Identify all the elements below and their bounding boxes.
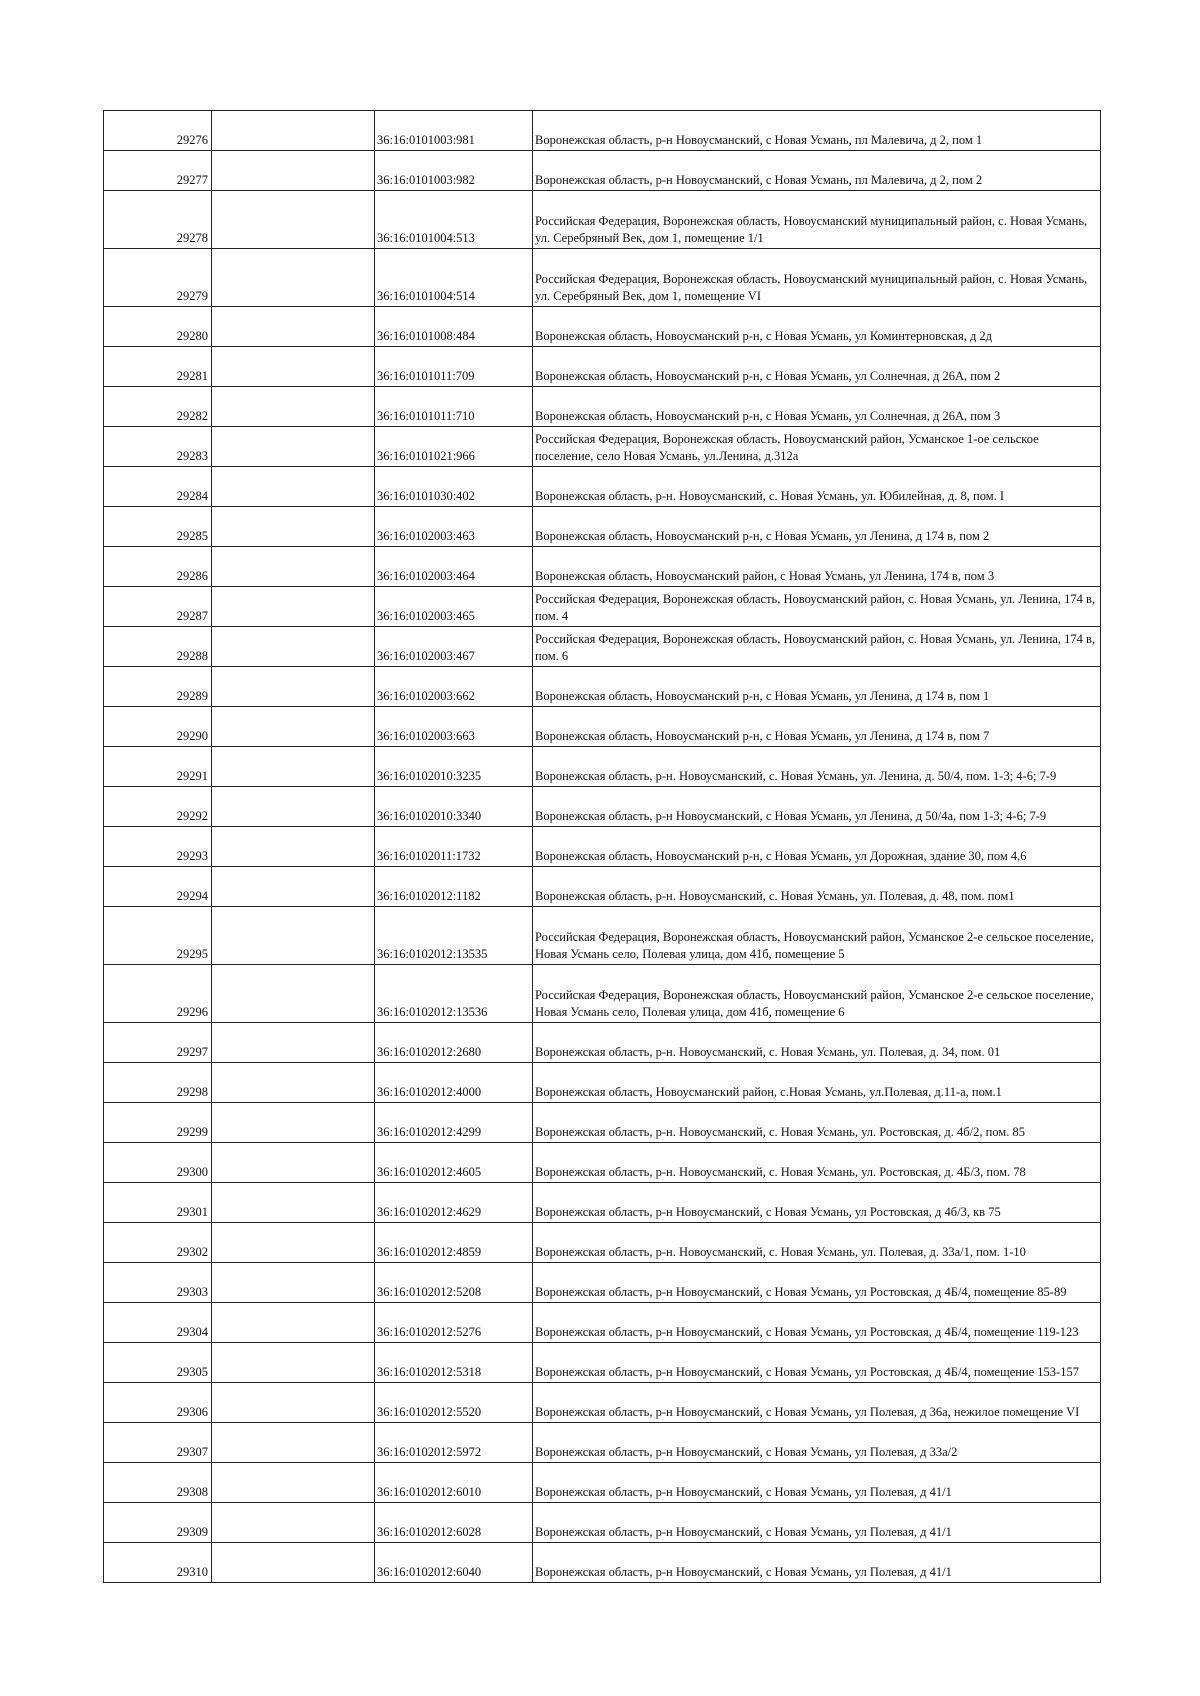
row-number-cell: 29310	[104, 1543, 212, 1583]
cadastral-number-cell: 36:16:0102012:13536	[375, 965, 533, 1023]
cadastral-number-cell: 36:16:0102012:5520	[375, 1383, 533, 1423]
cadastral-number-cell: 36:16:0101004:514	[375, 249, 533, 307]
address-cell: Российская Федерация, Воронежская область, Новоусманский район, с. Новая Усмань, ул. Ленина, 174 в, пом. 4	[533, 587, 1101, 627]
table-row	[104, 587, 1101, 627]
row-number-cell: 29294	[104, 867, 212, 907]
address-cell: Российская Федерация, Воронежская область, Новоусманский муниципальный район, с. Новая Усмань, ул. Серебряный Век, дом 1, помещение VI	[533, 249, 1101, 307]
empty-cell	[212, 1343, 375, 1383]
row-number-cell: 29301	[104, 1183, 212, 1223]
table-row	[104, 467, 1101, 507]
row-number-cell: 29308	[104, 1463, 212, 1503]
table-row	[104, 1303, 1101, 1343]
table-row	[104, 1103, 1101, 1143]
empty-cell	[212, 347, 375, 387]
registry-table-body	[104, 111, 1101, 1583]
row-number-cell: 29307	[104, 1423, 212, 1463]
row-number-cell: 29276	[104, 111, 212, 151]
address-cell: Воронежская область, р-н Новоусманский, с Новая Усмань, ул Ростовская, д 4Б/4, помещение 153-157	[533, 1343, 1101, 1383]
row-number-cell: 29305	[104, 1343, 212, 1383]
cadastral-number-cell: 36:16:0102003:663	[375, 707, 533, 747]
address-cell: Воронежская область, р-н Новоусманский, с Новая Усмань, пл Малевича, д 2, пом 2	[533, 151, 1101, 191]
address-cell: Воронежская область, Новоусманский р-н, с Новая Усмань, ул Ленина, д 174 в, пом 2	[533, 507, 1101, 547]
table-row	[104, 111, 1101, 151]
empty-cell	[212, 667, 375, 707]
address-cell: Воронежская область, Новоусманский р-н, с Новая Усмань, ул Солнечная, д 26А, пом 3	[533, 387, 1101, 427]
cadastral-number-cell: 36:16:0101004:513	[375, 191, 533, 249]
cadastral-number-cell: 36:16:0102012:6040	[375, 1543, 533, 1583]
row-number-cell: 29309	[104, 1503, 212, 1543]
cadastral-number-cell: 36:16:0102003:662	[375, 667, 533, 707]
cadastral-number-cell: 36:16:0101003:981	[375, 111, 533, 151]
table-row	[104, 1343, 1101, 1383]
table-row	[104, 151, 1101, 191]
empty-cell	[212, 907, 375, 965]
address-cell: Воронежская область, Новоусманский р-н, с Новая Усмань, ул Солнечная, д 26А, пом 2	[533, 347, 1101, 387]
empty-cell	[212, 867, 375, 907]
empty-cell	[212, 1543, 375, 1583]
cadastral-number-cell: 36:16:0101003:982	[375, 151, 533, 191]
cadastral-number-cell: 36:16:0102012:5276	[375, 1303, 533, 1343]
address-cell: Российская Федерация, Воронежская область, Новоусманский муниципальный район, с. Новая Усмань, ул. Серебряный Век, дом 1, помещение 1/1	[533, 191, 1101, 249]
table-row	[104, 1423, 1101, 1463]
empty-cell	[212, 1263, 375, 1303]
row-number-cell: 29291	[104, 747, 212, 787]
cadastral-number-cell: 36:16:0101021:966	[375, 427, 533, 467]
empty-cell	[212, 1223, 375, 1263]
row-number-cell: 29289	[104, 667, 212, 707]
row-number-cell: 29278	[104, 191, 212, 249]
row-number-cell: 29303	[104, 1263, 212, 1303]
empty-cell	[212, 307, 375, 347]
empty-cell	[212, 427, 375, 467]
cadastral-number-cell: 36:16:0102012:6010	[375, 1463, 533, 1503]
table-row	[104, 507, 1101, 547]
cadastral-number-cell: 36:16:0102003:464	[375, 547, 533, 587]
row-number-cell: 29281	[104, 347, 212, 387]
empty-cell	[212, 111, 375, 151]
cadastral-number-cell: 36:16:0102010:3235	[375, 747, 533, 787]
row-number-cell: 29300	[104, 1143, 212, 1183]
row-number-cell: 29277	[104, 151, 212, 191]
address-cell: Воронежская область, р-н Новоусманский, с Новая Усмань, ул Ростовская, д 4Б/4, помещение 85-89	[533, 1263, 1101, 1303]
empty-cell	[212, 1183, 375, 1223]
cadastral-number-cell: 36:16:0101008:484	[375, 307, 533, 347]
row-number-cell: 29284	[104, 467, 212, 507]
empty-cell	[212, 1423, 375, 1463]
table-row	[104, 427, 1101, 467]
row-number-cell: 29287	[104, 587, 212, 627]
table-row	[104, 1463, 1101, 1503]
address-cell: Воронежская область, р-н Новоусманский, с Новая Усмань, ул Полевая, д 41/1	[533, 1543, 1101, 1583]
table-row	[104, 965, 1101, 1023]
address-cell: Воронежская область, р-н Новоусманский, с Новая Усмань, ул Полевая, д 33а/2	[533, 1423, 1101, 1463]
cadastral-number-cell: 36:16:0102012:4605	[375, 1143, 533, 1183]
row-number-cell: 29293	[104, 827, 212, 867]
table-row	[104, 547, 1101, 587]
address-cell: Воронежская область, р-н. Новоусманский, с. Новая Усмань, ул. Юбилейная, д. 8, пом. I	[533, 467, 1101, 507]
address-cell: Российская Федерация, Воронежская область, Новоусманский район, Усманское 2-е сельское поселение, Новая Усмань село, Полевая улица, дом 41б, помещение 6	[533, 965, 1101, 1023]
empty-cell	[212, 787, 375, 827]
empty-cell	[212, 1103, 375, 1143]
address-cell: Воронежская область, р-н. Новоусманский, с. Новая Усмань, ул. Ленина, д. 50/4, пом. 1-3; 4-6; 7-9	[533, 747, 1101, 787]
table-row	[104, 1543, 1101, 1583]
table-row	[104, 1383, 1101, 1423]
address-cell: Воронежская область, Новоусманский р-н, с Новая Усмань, ул Дорожная, здание 30, пом 4,6	[533, 827, 1101, 867]
table-row	[104, 787, 1101, 827]
address-cell: Воронежская область, р-н Новоусманский, с Новая Усмань, пл Малевича, д 2, пом 1	[533, 111, 1101, 151]
address-cell: Воронежская область, Новоусманский район, с Новая Усмань, ул Ленина, 174 в, пом 3	[533, 547, 1101, 587]
cadastral-number-cell: 36:16:0102012:5972	[375, 1423, 533, 1463]
table-row	[104, 1183, 1101, 1223]
row-number-cell: 29304	[104, 1303, 212, 1343]
row-number-cell: 29292	[104, 787, 212, 827]
table-row	[104, 1223, 1101, 1263]
empty-cell	[212, 1143, 375, 1183]
address-cell: Воронежская область, Новоусманский р-н, с Новая Усмань, ул Коминтерновская, д 2д	[533, 307, 1101, 347]
row-number-cell: 29285	[104, 507, 212, 547]
row-number-cell: 29280	[104, 307, 212, 347]
address-cell: Воронежская область, р-н Новоусманский, с Новая Усмань, ул Ростовская, д 4б/3, кв 75	[533, 1183, 1101, 1223]
address-cell: Российская Федерация, Воронежская область, Новоусманский район, Усманское 1-ое сельское поселение, село Новая Усмань, ул.Ленина, д.312а	[533, 427, 1101, 467]
empty-cell	[212, 587, 375, 627]
table-row	[104, 707, 1101, 747]
row-number-cell: 29295	[104, 907, 212, 965]
cadastral-number-cell: 36:16:0102003:465	[375, 587, 533, 627]
empty-cell	[212, 191, 375, 249]
address-cell: Воронежская область, Новоусманский р-н, с Новая Усмань, ул Ленина, д 174 в, пом 1	[533, 667, 1101, 707]
registry-table	[103, 110, 1101, 1583]
table-row	[104, 747, 1101, 787]
cadastral-number-cell: 36:16:0101011:710	[375, 387, 533, 427]
table-row	[104, 1063, 1101, 1103]
empty-cell	[212, 827, 375, 867]
empty-cell	[212, 1503, 375, 1543]
address-cell: Воронежская область, р-н. Новоусманский, с. Новая Усмань, ул. Полевая, д. 34, пом. 01	[533, 1023, 1101, 1063]
cadastral-number-cell: 36:16:0102012:5208	[375, 1263, 533, 1303]
cadastral-number-cell: 36:16:0102012:4000	[375, 1063, 533, 1103]
table-row	[104, 249, 1101, 307]
cadastral-number-cell: 36:16:0102012:4629	[375, 1183, 533, 1223]
empty-cell	[212, 1463, 375, 1503]
cadastral-number-cell: 36:16:0102012:6028	[375, 1503, 533, 1543]
row-number-cell: 29302	[104, 1223, 212, 1263]
row-number-cell: 29298	[104, 1063, 212, 1103]
cadastral-number-cell: 36:16:0101011:709	[375, 347, 533, 387]
empty-cell	[212, 249, 375, 307]
empty-cell	[212, 467, 375, 507]
table-row	[104, 907, 1101, 965]
table-row	[104, 667, 1101, 707]
row-number-cell: 29297	[104, 1023, 212, 1063]
empty-cell	[212, 547, 375, 587]
address-cell: Российская Федерация, Воронежская область, Новоусманский район, с. Новая Усмань, ул. Ленина, 174 в, пом. 6	[533, 627, 1101, 667]
address-cell: Воронежская область, р-н. Новоусманский, с. Новая Усмань, ул. Полевая, д. 33а/1, пом. 1-10	[533, 1223, 1101, 1263]
cadastral-number-cell: 36:16:0102003:463	[375, 507, 533, 547]
row-number-cell: 29299	[104, 1103, 212, 1143]
table-row	[104, 307, 1101, 347]
empty-cell	[212, 1063, 375, 1103]
row-number-cell: 29288	[104, 627, 212, 667]
empty-cell	[212, 627, 375, 667]
row-number-cell: 29283	[104, 427, 212, 467]
row-number-cell: 29282	[104, 387, 212, 427]
row-number-cell: 29290	[104, 707, 212, 747]
address-cell: Российская Федерация, Воронежская область, Новоусманский район, Усманское 2-е сельское поселение, Новая Усмань село, Полевая улица, дом 41б, помещение 5	[533, 907, 1101, 965]
table-row	[104, 191, 1101, 249]
cadastral-number-cell: 36:16:0102010:3340	[375, 787, 533, 827]
cadastral-number-cell: 36:16:0102012:5318	[375, 1343, 533, 1383]
empty-cell	[212, 747, 375, 787]
table-row	[104, 1503, 1101, 1543]
empty-cell	[212, 151, 375, 191]
cadastral-number-cell: 36:16:0102012:4859	[375, 1223, 533, 1263]
row-number-cell: 29279	[104, 249, 212, 307]
table-row	[104, 627, 1101, 667]
cadastral-number-cell: 36:16:0102012:4299	[375, 1103, 533, 1143]
address-cell: Воронежская область, Новоусманский р-н, с Новая Усмань, ул Ленина, д 174 в, пом 7	[533, 707, 1101, 747]
empty-cell	[212, 507, 375, 547]
cadastral-number-cell: 36:16:0102012:1182	[375, 867, 533, 907]
address-cell: Воронежская область, р-н. Новоусманский, с. Новая Усмань, ул. Ростовская, д. 4б/2, пом. 85	[533, 1103, 1101, 1143]
row-number-cell: 29286	[104, 547, 212, 587]
cadastral-number-cell: 36:16:0102012:2680	[375, 1023, 533, 1063]
row-number-cell: 29306	[104, 1383, 212, 1423]
table-row	[104, 827, 1101, 867]
address-cell: Воронежская область, р-н. Новоусманский, с. Новая Усмань, ул. Ростовская, д. 4Б/3, пом. 78	[533, 1143, 1101, 1183]
empty-cell	[212, 387, 375, 427]
row-number-cell: 29296	[104, 965, 212, 1023]
empty-cell	[212, 1023, 375, 1063]
cadastral-number-cell: 36:16:0102011:1732	[375, 827, 533, 867]
cadastral-number-cell: 36:16:0101030:402	[375, 467, 533, 507]
table-row	[104, 1143, 1101, 1183]
address-cell: Воронежская область, р-н Новоусманский, с Новая Усмань, ул Полевая, д 41/1	[533, 1503, 1101, 1543]
empty-cell	[212, 1383, 375, 1423]
empty-cell	[212, 1303, 375, 1343]
table-row	[104, 1023, 1101, 1063]
address-cell: Воронежская область, р-н Новоусманский, с Новая Усмань, ул Ленина, д 50/4а, пом 1-3; 4-6; 7-9	[533, 787, 1101, 827]
table-row	[104, 1263, 1101, 1303]
address-cell: Воронежская область, Новоусманский район, с.Новая Усмань, ул.Полевая, д.11-а, пом.1	[533, 1063, 1101, 1103]
cadastral-number-cell: 36:16:0102012:13535	[375, 907, 533, 965]
address-cell: Воронежская область, р-н Новоусманский, с Новая Усмань, ул Ростовская, д 4Б/4, помещение 119-123	[533, 1303, 1101, 1343]
empty-cell	[212, 707, 375, 747]
address-cell: Воронежская область, р-н. Новоусманский, с. Новая Усмань, ул. Полевая, д. 48, пом. пом1	[533, 867, 1101, 907]
table-row	[104, 387, 1101, 427]
address-cell: Воронежская область, р-н Новоусманский, с Новая Усмань, ул Полевая, д 41/1	[533, 1463, 1101, 1503]
table-row	[104, 347, 1101, 387]
table-row	[104, 867, 1101, 907]
address-cell: Воронежская область, р-н Новоусманский, с Новая Усмань, ул Полевая, д 36а, нежилое помещение VI	[533, 1383, 1101, 1423]
empty-cell	[212, 965, 375, 1023]
cadastral-number-cell: 36:16:0102003:467	[375, 627, 533, 667]
